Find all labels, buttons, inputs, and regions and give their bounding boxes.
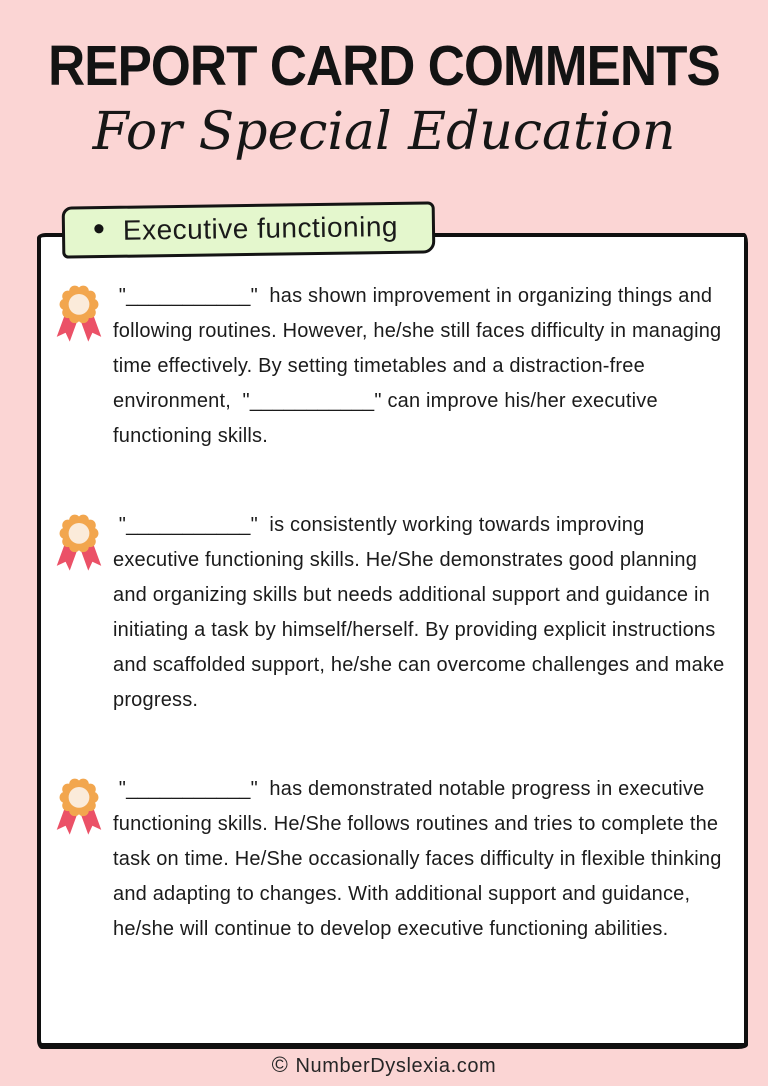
award-ribbon-icon xyxy=(53,774,105,838)
comment-text: "___________" is consistently working towards improving executive functioning skills. He/She demonstrates good planning and organizing skills but needs additional support and guidance in initiating a task by himself/herself. By providing explicit instructions and scaffolded support, he/she can overcome challenges and make progress. xyxy=(113,514,731,711)
award-ribbon-icon xyxy=(53,510,105,574)
category-badge-label: Executive functioning xyxy=(122,210,399,246)
comment-text: "___________" has demonstrated notable progress in executive functioning skills. He/She follows routines and tries to complete the task on time. He/She occasionally faces difficulty in flexible thinking and adapting to changes. With additional support and guidance, he/she will continue to develop executive functioning abilities. xyxy=(113,778,728,940)
copyright-symbol-icon: © xyxy=(271,1052,289,1077)
copyright-watermark xyxy=(0,1050,768,1081)
bullet-icon: • xyxy=(92,210,106,249)
page-title: REPORT CARD COMMENTS xyxy=(48,34,720,98)
comment-item xyxy=(53,279,726,454)
comment-item xyxy=(53,772,726,947)
category-badge xyxy=(62,201,436,258)
comment-text: "___________" has shown improvement in organizing things and following routines. However, he/she still faces difficulty in managing time effectively. By setting timetables and a distraction-free environment, "___________" can improve his/her executive functioning skills. xyxy=(113,285,728,447)
site-name: NumberDyslexia.com xyxy=(295,1055,497,1077)
comments-card xyxy=(37,233,748,1049)
award-ribbon-icon xyxy=(53,281,105,345)
page-subtitle: For Special Education xyxy=(92,102,676,162)
comment-item xyxy=(53,508,731,718)
